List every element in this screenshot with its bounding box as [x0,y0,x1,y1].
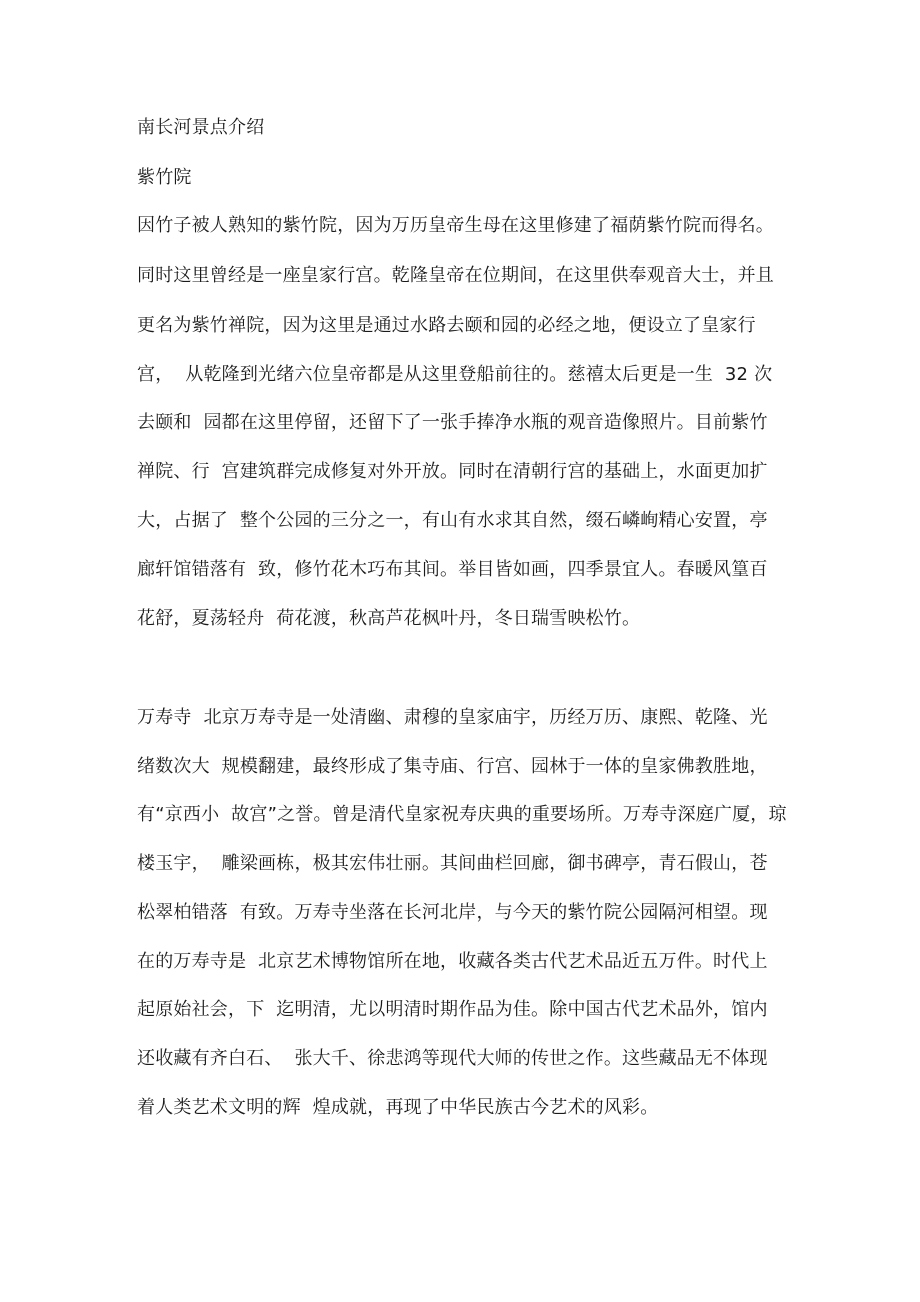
paragraph-line: 更名为紫竹禅院，因为这里是通过水路去颐和园的必经之地，便设立了皇家行 [137,315,756,336]
paragraph-line: 有“京西小 故宫”之誉。曾是清代皇家祝寿庆典的重要场所。万寿寺深庭广厦，琼 [137,804,787,825]
paragraph-line: 廊轩馆错落有 致，修竹花木巧布其间。举目皆如画，四季景宜人。春暖风篁百 [137,559,768,580]
section-heading-zizhuyuan: 紫竹院 [137,167,192,188]
paragraph-line: 在的万寿寺是 北京艺术博物馆所在地，收藏各类古代艺术品近五万件。时代上 [137,951,768,972]
paragraph-line: 同时这里曾经是一座皇家行宫。乾隆皇帝在位期间，在这里供奉观音大士，并且 [137,265,774,286]
paragraph-line: 还收藏有齐白石、 张大千、徐悲鸿等现代大师的传世之作。这些藏品无不体现 [137,1048,768,1069]
paragraph-line: 绪数次大 规模翻建，最终形成了集寺庙、行宫、园林于一体的皇家佛教胜地， [137,756,768,777]
paragraph-line: 松翠柏错落 有致。万寿寺坐落在长河北岸，与今天的紫竹院公园隔河相望。现 [137,902,768,923]
paragraph-line: 花舒，夏荡轻舟 荷花渡，秋高芦花枫叶丹，冬日瑞雪映松竹。 [137,608,641,629]
paragraph-line: 因竹子被人熟知的紫竹院，因为万历皇帝生母在这里修建了福荫紫竹院而得名。 [137,215,774,236]
paragraph-line: 去颐和 园都在这里停留，还留下了一张手捧净水瓶的观音造像照片。目前紫竹 [137,412,768,433]
paragraph-line: 大，占据了 整个公园的三分之一，有山有水求其自然，缀石嶙峋精心安置，亭 [137,510,768,531]
paragraph-line: 禅院、行 宫建筑群完成修复对外开放。同时在清朝行宫的基础上，水面更加扩 [137,461,768,482]
paragraph-line: 万寿寺 北京万寿寺是一处清幽、肃穆的皇家庙宇，历经万历、康熙、乾隆、光 [137,707,768,728]
document-title: 南长河景点介绍 [137,117,265,138]
paragraph-line: 楼玉宇， 雕梁画栋，极其宏伟壮丽。其间曲栏回廊，御书碑亭，青石假山，苍 [137,853,768,874]
paragraph-line: 起原始社会，下 迄明清，尤以明清时期作品为佳。除中国古代艺术品外，馆内 [137,999,768,1020]
paragraph-line: 着人类艺术文明的辉 煌成就，再现了中华民族古今艺术的风彩。 [137,1097,659,1118]
paragraph-line: 宫， 从乾隆到光绪六位皇帝都是从这里登船前往的。慈禧太后更是一生 32 次 [137,364,773,385]
